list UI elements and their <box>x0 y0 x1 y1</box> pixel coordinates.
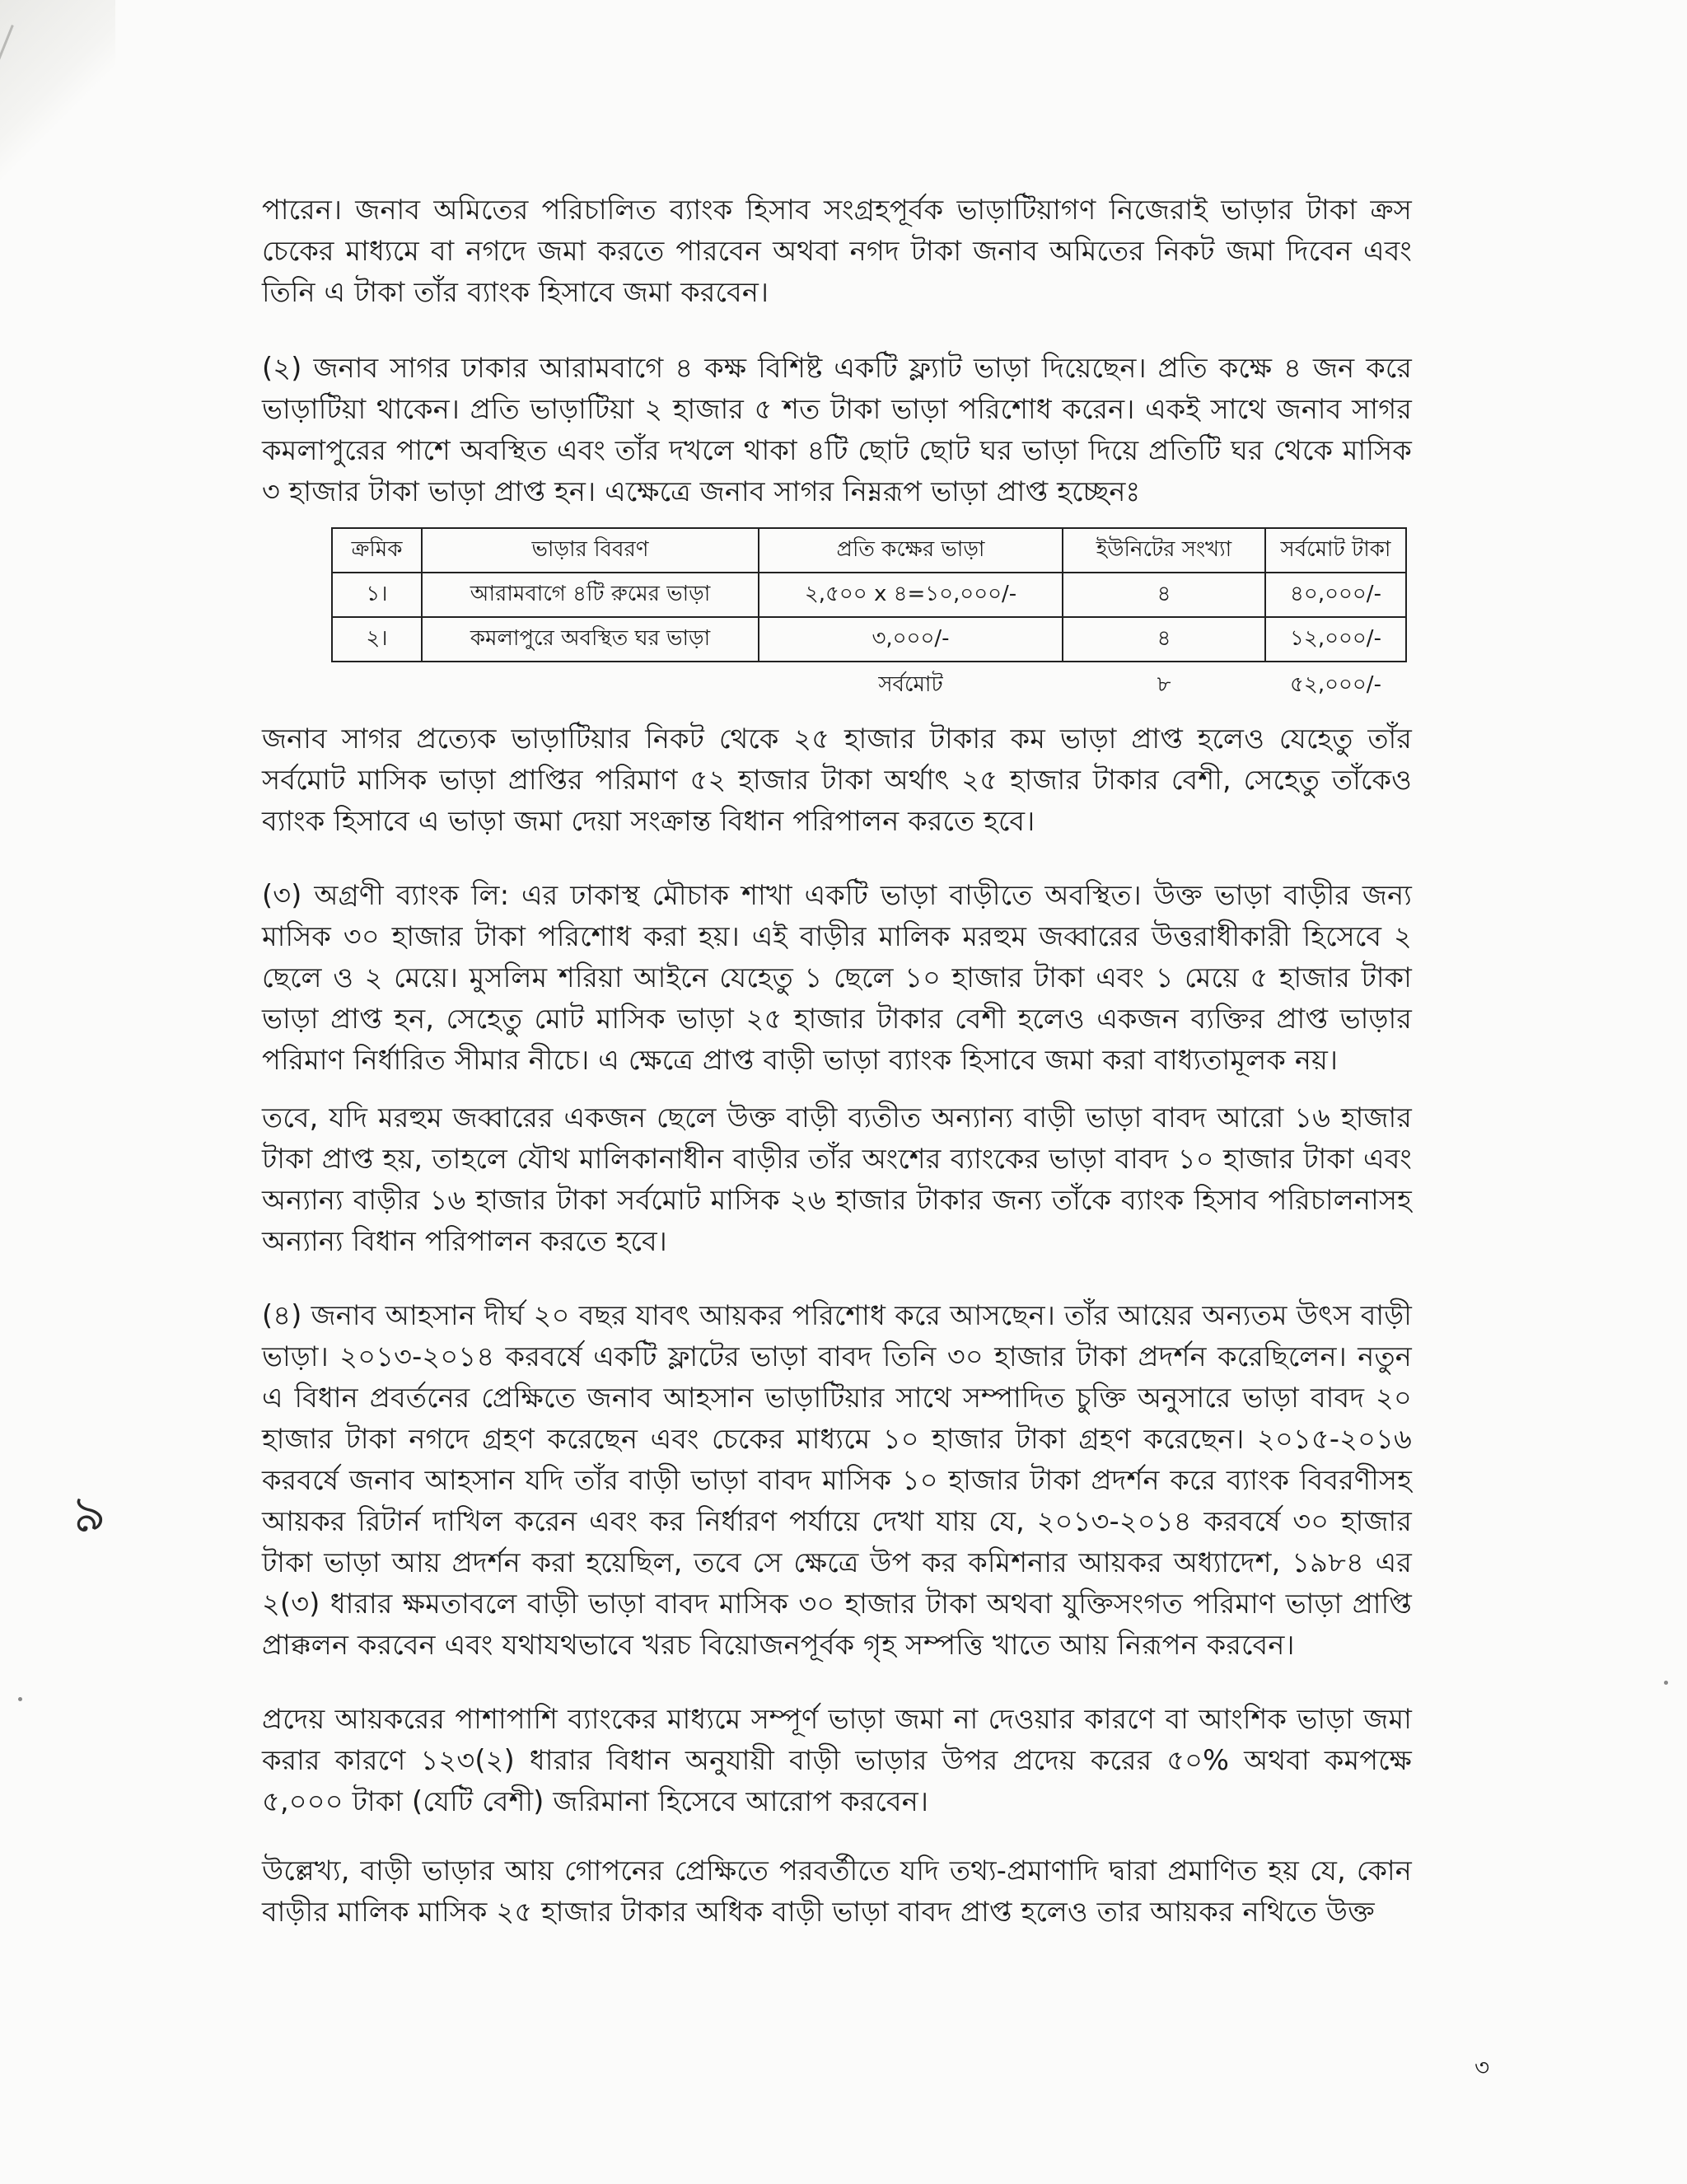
paragraph-4: (৩) অগ্রণী ব্যাংক লি: এর ঢাকাস্থ মৌচাক শাখা একটি ভাড়া বাড়ীতে অবস্থিত। উক্ত ভাড়া বাড়ীর জন্য মাসিক ৩০ হাজার টাকা পরিশোধ করা হয়। এই বাড়ীর মালিক মরহুম জব্বারের উত্তরাধীকারী হিসেবে ২ ছেলে ও ২ মেয়ে। মুসলিম শরিয়া আইনে যেহেতু ১ ছেলে ১০ হাজার টাকা এবং ১ মেয়ে ৫ হাজার টাকা ভাড়া প্রাপ্ত হন, সেহেতু মোট মাসিক ভাড়া ২৫ হাজার টাকার বেশী হলেও একজন ব্যক্তির প্রাপ্ত ভাড়ার পরিমাণ নির্ধারিত সীমার নীচে। এ ক্ষেত্রে প্রাপ্ত বাড়ী ভাড়া ব্যাংক হিসাবে জমা করা বাধ্যতামূলক নয়। <box>262 879 1412 1076</box>
rent-table <box>331 527 1407 709</box>
table-cell: ২,৫০০ x ৪=১০,০০০/- <box>759 573 1063 617</box>
table-header: ক্রমিক <box>332 528 422 573</box>
table-row <box>332 573 1406 617</box>
table-total-row <box>332 662 1406 709</box>
table-cell: আরামবাগে ৪টি রুমের ভাড়া <box>422 573 759 617</box>
table-cell: ৪ <box>1063 617 1265 662</box>
table-cell: ৪ <box>1063 573 1265 617</box>
table-cell: ১। <box>332 573 422 617</box>
table-header: প্রতি কক্ষের ভাড়া <box>759 528 1063 573</box>
paragraph-2: (২) জনাব সাগর ঢাকার আরামবাগে ৪ কক্ষ বিশিষ্ট একটি ফ্ল্যাট ভাড়া দিয়েছেন। প্রতি কক্ষে ৪ জন করে ভাড়াটিয়া থাকেন। প্রতি ভাড়াটিয়া ২ হাজার ৫ শত টাকা ভাড়া পরিশোধ করেন। একই সাথে জনাব সাগর কমলাপুরের পাশে অবস্থিত এবং তাঁর দখলে থাকা ৪টি ছোট ছোট ঘর ভাড়া দিয়ে প্রতিটি ঘর থেকে মাসিক ৩ হাজার টাকা ভাড়া প্রাপ্ত হন। এক্ষেত্রে জনাব সাগর নিম্নরূপ ভাড়া প্রাপ্ত হচ্ছেনঃ <box>262 352 1412 507</box>
page-number: ৩ <box>1474 2054 1490 2081</box>
document-body <box>262 189 1412 1933</box>
folded-corner <box>0 0 115 189</box>
paragraph-5: তবে, যদি মরহুম জব্বারের একজন ছেলে উক্ত বাড়ী ব্যতীত অন্যান্য বাড়ী ভাড়া বাবদ আরো ১৬ হাজার টাকা প্রাপ্ত হয়, তাহলে যৌথ মালিকানাধীন বাড়ীর তাঁর অংশের ব্যাংকের ভাড়া বাবদ ১০ হাজার টাকা এবং অন্যান্য বাড়ীর ১৬ হাজার টাকা সর্বমোট মাসিক ২৬ হাজার টাকার জন্য তাঁকে ব্যাংক হিসাব পরিচালনাসহ অন্যান্য বিধান পরিপালন করতে হবে। <box>262 1101 1412 1257</box>
paragraph-8: উল্লেখ্য, বাড়ী ভাড়ার আয় গোপনের প্রেক্ষিতে পরবর্তীতে যদি তথ্য-প্রমাণাদি দ্বারা প্রমাণিত হয় যে, কোন বাড়ীর মালিক মাসিক ২৫ হাজার টাকার অধিক বাড়ী ভাড়া বাবদ প্রাপ্ত হলেও তার আয়কর নথিতে উক্ত <box>262 1854 1412 1928</box>
table-header-row <box>332 528 1406 573</box>
table-cell: কমলাপুরে অবস্থিত ঘর ভাড়া <box>422 617 759 662</box>
table-cell: ২। <box>332 617 422 662</box>
table-row <box>332 617 1406 662</box>
total-label: সর্বমোট <box>878 672 943 697</box>
total-amount: ৫২,০০০/- <box>1290 672 1381 697</box>
total-units: ৮ <box>1157 672 1171 697</box>
scan-speck <box>18 1697 22 1701</box>
table-header: সর্বমোট টাকা <box>1265 528 1406 573</box>
paragraph-7: প্রদেয় আয়করের পাশাপাশি ব্যাংকের মাধ্যমে সম্পূর্ণ ভাড়া জমা না দেওয়ার কারণে বা আংশিক ভাড়া জমা করার কারণে ১২৩(২) ধারার বিধান অনুযায়ী বাড়ী ভাড়ার উপর প্রদেয় করের ৫০% অথবা কমপক্ষে ৫,০০০ টাকা (যেটি বেশী) জরিমানা হিসেবে আরোপ করবেন। <box>262 1703 1412 1817</box>
table-header: ইউনিটের সংখ্যা <box>1063 528 1265 573</box>
handwritten-margin-mark: ৯ <box>68 1480 110 1546</box>
table-cell: ১২,০০০/- <box>1265 617 1406 662</box>
table-cell: ৪০,০০০/- <box>1265 573 1406 617</box>
paragraph-6: (৪) জনাব আহসান দীর্ঘ ২০ বছর যাবৎ আয়কর পরিশোধ করে আসছেন। তাঁর আয়ের অন্যতম উৎস বাড়ী ভাড়া। ২০১৩-২০১৪ করবর্ষে একটি ফ্লাটের ভাড়া বাবদ তিনি ৩০ হাজার টাকা প্রদর্শন করেছিলেন। নতুন এ বিধান প্রবর্তনের প্রেক্ষিতে জনাব আহসান ভাড়াটিয়ার সাথে সম্পাদিত চুক্তি অনুসারে ভাড়া বাবদ ২০ হাজার টাকা নগদে গ্রহণ করেছেন এবং চেকের মাধ্যমে ১০ হাজার টাকা গ্রহণ করেছেন। ২০১৫-২০১৬ করবর্ষে জনাব আহসান যদি তাঁর বাড়ী ভাড়া বাবদ মাসিক ১০ হাজার টাকা প্রদর্শন করে ব্যাংক বিবরণীসহ আয়কর রিটার্ন দাখিল করেন এবং কর নির্ধারণ পর্যায়ে দেখা যায় যে, ২০১৩-২০১৪ করবর্ষে ৩০ হাজার টাকা ভাড়া আয় প্রদর্শন করা হয়েছিল, তবে সে ক্ষেত্রে উপ কর কমিশনার আয়কর অধ্যাদেশ, ১৯৮৪ এর ২(৩) ধারার ক্ষমতাবলে বাড়ী ভাড়া বাবদ মাসিক ৩০ হাজার টাকা অথবা যুক্তিসংগত পরিমাণ ভাড়া প্রাপ্তি প্রাক্কলন করবেন এবং যথাযথভাবে খরচ বিয়োজনপূর্বক গৃহ সম্পত্তি খাতে আয় নিরূপন করবেন। <box>262 1299 1412 1661</box>
table-header: ভাড়ার বিবরণ <box>422 528 759 573</box>
paragraph-3: জনাব সাগর প্রত্যেক ভাড়াটিয়ার নিকট থেকে ২৫ হাজার টাকার কম ভাড়া প্রাপ্ত হলেও যেহেতু তাঁর সর্বমোট মাসিক ভাড়া প্রাপ্তির পরিমাণ ৫২ হাজার টাকা অর্থাৎ ২৫ হাজার টাকার বেশী, সেহেতু তাঁকেও ব্যাংক হিসাবে এ ভাড়া জমা দেয়া সংক্রান্ত বিধান পরিপালন করতে হবে। <box>262 723 1412 837</box>
table-cell: ৩,০০০/- <box>759 617 1063 662</box>
paragraph-1: পারেন। জনাব অমিতের পরিচালিত ব্যাংক হিসাব সংগ্রহপূর্বক ভাড়াটিয়াগণ নিজেরাই ভাড়ার টাকা ক্রস চেকের মাধ্যমে বা নগদে জমা করতে পারবেন অথবা নগদ টাকা জনাব অমিতের নিকট জমা দিবেন এবং তিনি এ টাকা তাঁর ব্যাংক হিসাবে জমা করবেন। <box>262 194 1412 308</box>
scan-speck <box>1664 1681 1668 1685</box>
